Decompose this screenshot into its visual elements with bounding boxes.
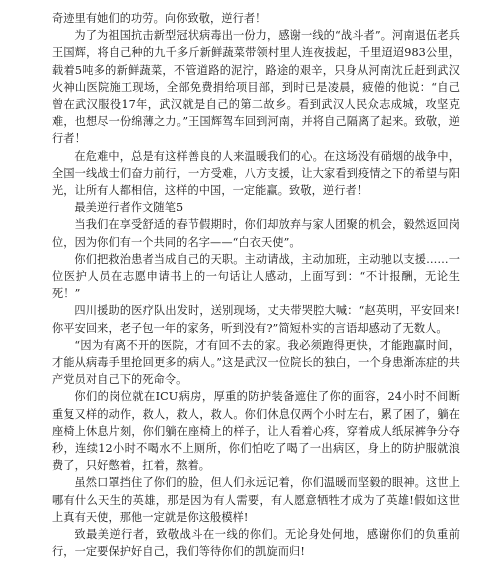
paragraph-2: 为了为祖国抗击新型冠状病毒出一份力，感谢一线的“战斗者”。河南退伍老兵王国辉，将自己种的九千多斤新鲜蔬菜带领村里人连夜拔起，千里迢迢983公里，载着5吨多的新鲜蔬菜，不管道路的泥泞，路途的艰辛，只身从河南沈丘赶到武汉火神山医院施工现场，全部免费捐给项目部，到时已是凌晨，疲倦的他说：“自己曾在武汉服役17年，武汉就是自己的第二故乡。看到武汉人民众志成城，攻坚克难，也想尽一份绵薄之力。”王国辉驾车回到河南，并将自己隔离了起来。致敬，逆行者！ xyxy=(52,29,460,146)
paragraph-6: 你们把救治患者当成自己的天职。主动请战，主动加班，主动驰以支援……一位医护人员在志愿申请书上的一句话让人感动，上面写到：“不计报酬，无论生死！” xyxy=(52,252,460,301)
paragraph-1: 奇迹里有她们的功劳。向你致敬，逆行者！ xyxy=(52,12,267,25)
paragraph-9: 你们的岗位就在ICU病房，厚重的防护装备遮住了你的面容，24小时不间断重复又样的动作，救人，救人，救人。你们休息仅两个小时左右，累了困了，躺在座椅上休息片刻，你们躺在座椅上的样子，让人看着心疼，穿着成人纸尿裤争分夺秒，连续12小时不喝水不上厕所，你们怕吃了喝了一出病区，身上的防护服就浪费了，只好憋着，扛着，熬着。 xyxy=(52,390,460,473)
section-heading: 最美逆行者作文随笔5 xyxy=(74,201,184,215)
paragraph-7: 四川援助的医疗队出发时，送别现场，丈夫带哭腔大喊：“赵英明，平安回来!你平安回来，老子包一年的家务，听到没有?”简短朴实的言语却感动了无数人。 xyxy=(52,304,460,335)
paragraph-8: “因为有离不开的医院，才有回不去的家。我必须跑得更快，才能跑赢时间，才能从病毒手里抢回更多的病人。”这是武汉一位院长的独白，一个身患渐冻症的共产党员对自己下的死命令。 xyxy=(52,338,460,387)
paragraph-5: 当我们在享受舒适的春节假期时，你们却放弃与家人团聚的机会，毅然返回岗位，因为你们有一个共同的名字——“白衣天使”。 xyxy=(52,218,460,249)
paragraph-10: 虽然口罩挡住了你们的脸，但人们永远记着，你们温暖而坚毅的眼神。这世上哪有什么天生的英雄，那是因为有人需要，有人愿意牺牲才成为了英雄!假如这世上真有天使，那他一定就是你这般模样! xyxy=(52,476,460,524)
paragraph-11: 致最美逆行者，致敬战斗在一线的你们。无论身处何地，感谢你们的负重前行，一定要保护好自己，我们等待你们的凯旋而归! xyxy=(52,528,460,559)
paragraph-3: 在危难中，总是有这样善良的人来温暖我们的心。在这场没有硝烟的战争中，全国一线战士们奋力前行，一方受难，八方支援，让大家看到疫情之下的希望与阳光，让所有人都相信，这样的中国，一定能赢。致敬，逆行者！ xyxy=(52,149,460,198)
